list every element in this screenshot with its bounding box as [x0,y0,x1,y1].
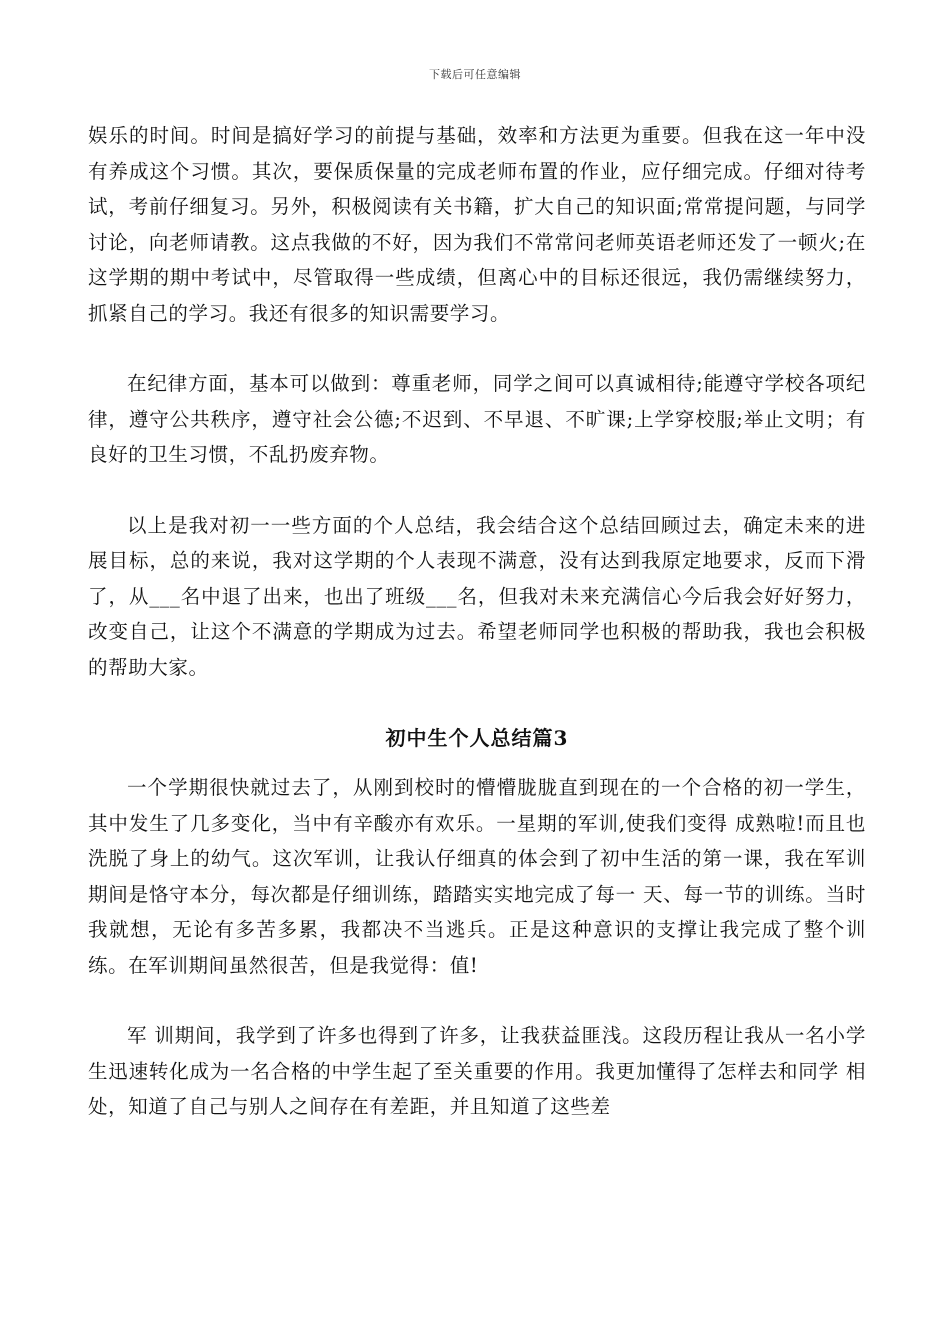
page-header: 下载后可任意编辑 [429,68,521,81]
document-body [88,118,866,1125]
paragraph-study: 娱乐的时间。时间是搞好学习的前提与基础，效率和方法更为重要。但我在这一年中没有养成这个习惯。其次，要保质保量的完成老师布置的作业，应仔细完成。仔细对待考试，考前仔细复习。另外，积极阅读有关书籍，扩大自己的知识面;常常提问题，与同学讨论，向老师请教。这点我做的不好，因为我们不常常问老师英语老师还发了一顿火;在这学期的期中考试中，尽管取得一些成绩，但离心中的目标还很远，我仍需继续努力，抓紧自己的学习。我还有很多的知识需要学习。 [88,124,866,325]
paragraph-military-training: 一个学期很快就过去了，从刚到校时的懵懵胧胧直到现在的一个合格的初一学生，其中发生了几多变化，当中有辛酸亦有欢乐。一星期的军训,使我们变得 成熟啦!而且也洗脱了身上的幼气。这次军训，让我认仔细真的体会到了初中生活的第一课，我在军训期间是恪守本分，每次都是仔细训练，踏踏实实地完成了每一 天、每一节的训练。当时我就想，无论有多苦多累，我都决不当逃兵。正是这种意识的支撑让我完成了整个训练。在军训期间虽然很苦，但是我觉得：值! [88,776,866,977]
paragraph-training-gains: 军 训期间，我学到了许多也得到了许多，让我获益匪浅。这段历程让我从一名小学生迅速转化成为一名合格的中学生起了至关重要的作用。我更加懂得了怎样去和同学 相处，知道了自己与别人之间存在有差距，并且知道了这些差 [88,1024,866,1118]
title-gap [88,756,866,770]
paragraph-gap [88,331,866,366]
paragraph-discipline: 在纪律方面，基本可以做到：尊重老师，同学之间可以真诚相待;能遵守学校各项纪律，遵守公共秩序，遵守社会公德;不迟到、不早退、不旷课;上学穿校服;举止文明；有良好的卫生习惯，不乱扔废弃物。 [88,372,866,466]
section-title: 初中生个人总结篇3 [385,726,569,750]
paragraph-gap [88,685,866,720]
paragraph-summary: 以上是我对初一一些方面的个人总结，我会结合这个总结回顾过去，确定未来的进展目标，总的来说，我对这学期的个人表现不满意，没有达到我原定地要求，反而下滑了，从___名中退了出来，也出了班级___名，但我对未来充满信心今后我会好好努力，改变自己，让这个不满意的学期成为过去。希望老师同学也积极的帮助我，我也会积极的帮助大家。 [88,513,866,679]
paragraph-gap [88,983,866,1018]
paragraph-gap [88,473,866,508]
